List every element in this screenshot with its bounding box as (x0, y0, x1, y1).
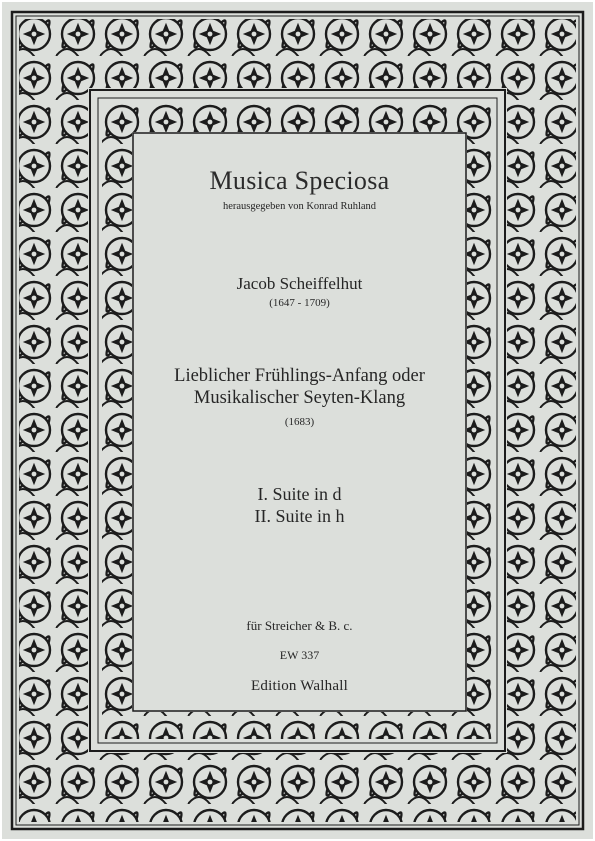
instrumentation: für Streicher & B. c. (246, 618, 353, 633)
suite-1: I. Suite in d (257, 484, 342, 504)
cover-page (2, 2, 593, 839)
work-year: (1683) (284, 416, 315, 428)
publisher-name: Edition Walhall (251, 678, 348, 694)
composer-name: Jacob Scheiffelhut (236, 274, 363, 293)
composer-dates: (1647 - 1709) (269, 297, 330, 309)
suite-2: II. Suite in h (254, 506, 345, 526)
work-title-line-2: Musikalischer Seyten-Klang (193, 388, 406, 408)
series-title: Musica Speciosa (209, 166, 390, 195)
editor-credit: herausgegeben von Konrad Ruhland (222, 201, 377, 212)
work-title-line-1: Lieblicher Frühlings-Anfang oder (174, 366, 425, 386)
title-panel (136, 136, 463, 708)
catalog-number: EW 337 (279, 648, 320, 662)
